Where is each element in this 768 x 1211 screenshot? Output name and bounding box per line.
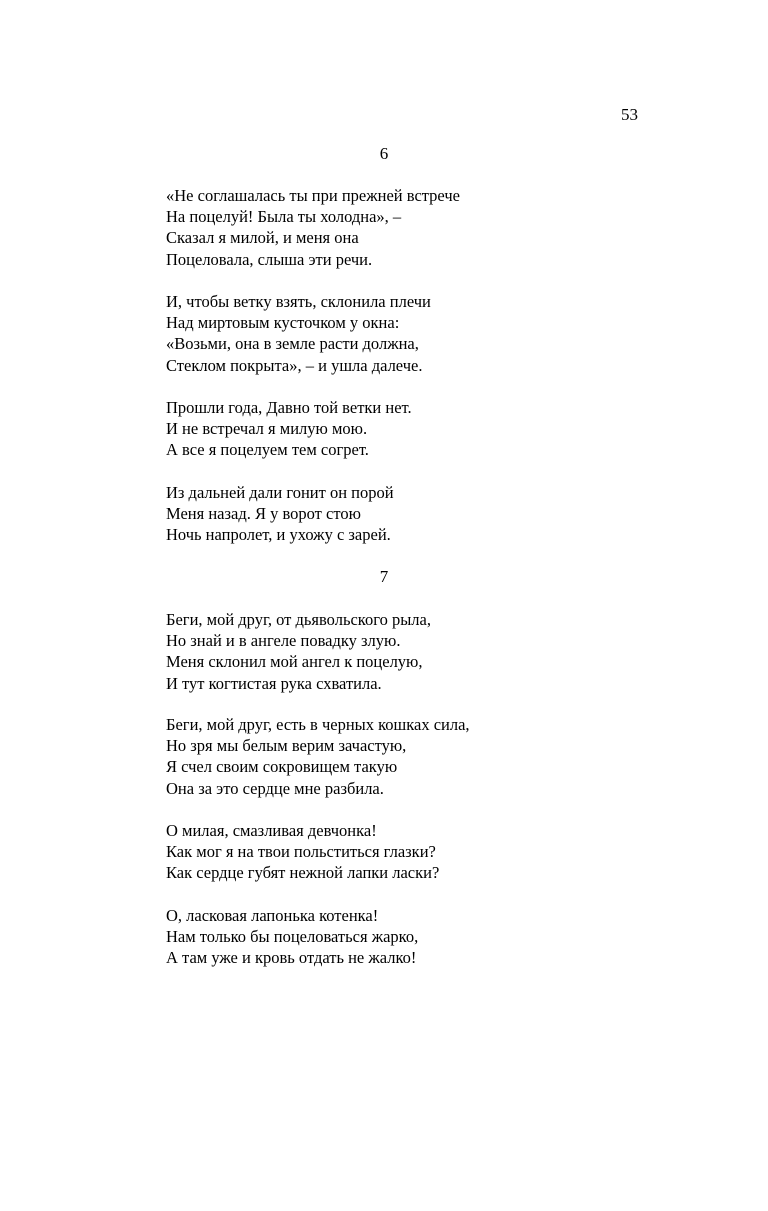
- poem-line: О, ласковая лапонька котенка!: [166, 906, 379, 925]
- poem-line: Беги, мой друг, от дьявольского рыла,: [166, 610, 431, 629]
- stanza: [166, 820, 439, 884]
- stanza: [166, 482, 394, 546]
- poem-line: Я счел своим сокровищем такую: [166, 757, 398, 777]
- poem-line: Поцеловала, слыша эти речи.: [166, 249, 373, 269]
- poem-line: Меня назад. Я у ворот стою: [166, 504, 361, 524]
- page-number: 53: [621, 105, 638, 124]
- poem-line: О милая, смазливая девчонка!: [166, 821, 377, 840]
- stanza: [166, 291, 431, 376]
- poem-line: И тут когтистая рука схватила.: [166, 673, 382, 693]
- poem-line: Беги, мой друг, есть в черных кошках сила,: [166, 715, 470, 734]
- stanza: [166, 714, 470, 799]
- poem-line: Сказал я милой, и меня она: [166, 228, 359, 248]
- poem-line: Стеклом покрыта», – и ушла далече.: [166, 355, 423, 375]
- poem-line: «Возьми, она в земле расти должна,: [166, 334, 419, 354]
- poem-number: 7: [379, 567, 389, 586]
- poem-number: 6: [379, 144, 389, 163]
- poem-line: Она за это сердце мне разбила.: [166, 778, 384, 798]
- stanza: [166, 609, 431, 694]
- poem-line: Но зря мы белым верим зачастую,: [166, 736, 407, 756]
- poem-line: Из дальней дали гонит он порой: [166, 483, 394, 502]
- poem-line: Над миртовым кусточком у окна:: [166, 313, 400, 333]
- poem-line: А там уже и кровь отдать не жалко!: [166, 948, 417, 968]
- poem-line: Меня склонил мой ангел к поцелую,: [166, 652, 423, 672]
- stanza: [166, 397, 412, 461]
- poem-line: Ночь напролет, и ухожу с зарей.: [166, 525, 391, 545]
- poem-line: Нам только бы поцеловаться жарко,: [166, 927, 419, 947]
- poem-line: И, чтобы ветку взять, склонила плечи: [166, 292, 431, 311]
- poem-line: «Не соглашалась ты при прежней встрече: [166, 186, 460, 205]
- poem-line: Но знай и в ангеле повадку злую.: [166, 631, 401, 651]
- stanza: [166, 905, 418, 969]
- poem-line: На поцелуй! Была ты холодна», –: [166, 207, 402, 227]
- poem-line: Как мог я на твои польститься глазки?: [166, 842, 436, 862]
- stanza: [166, 185, 460, 270]
- poem-line: И не встречал я милую мою.: [166, 419, 368, 439]
- poem-line: Прошли года, Давно той ветки нет.: [166, 398, 412, 417]
- poem-line: Как сердце губят нежной лапки ласки?: [166, 863, 440, 883]
- poem-line: А все я поцелуем тем согрет.: [166, 440, 369, 460]
